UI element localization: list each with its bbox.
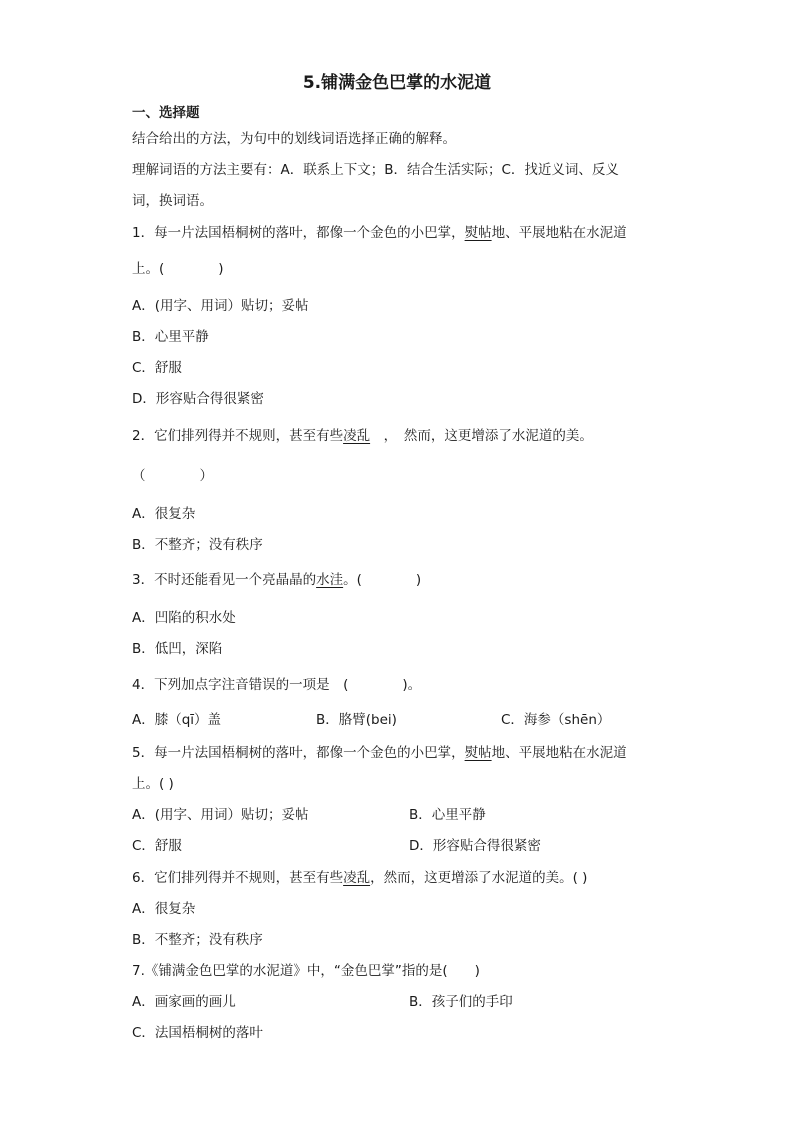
q5-option-a[interactable]: A．(用字、用词）贴切；妥帖 bbox=[132, 807, 309, 823]
underlined-word: 熨帖 bbox=[464, 745, 492, 761]
intro-line-1: 结合给出的方法，为句中的划线词语选择正确的解释。 bbox=[132, 131, 456, 147]
q4-option-c[interactable]: C．海参（shēn） bbox=[501, 712, 611, 728]
question-6: 6．它们排列得并不规则，甚至有些凌乱，然而，这更增添了水泥道的美。( ) bbox=[132, 870, 588, 886]
intro-line-2: 理解词语的方法主要有：A．联系上下文；B．结合生活实际；C．找近义词、反义 bbox=[132, 162, 619, 178]
question-3: 3．不时还能看见一个亮晶晶的水洼。( ) bbox=[132, 572, 422, 588]
q3-option-b[interactable]: B．低凹，深陷 bbox=[132, 641, 223, 657]
q6-option-b[interactable]: B．不整齐；没有秩序 bbox=[132, 932, 263, 948]
underlined-word: 凌乱 bbox=[343, 870, 371, 886]
q1-option-b[interactable]: B．心里平静 bbox=[132, 329, 209, 345]
underlined-word: 凌乱 bbox=[343, 428, 371, 444]
section-heading: 一、选择题 bbox=[132, 105, 200, 121]
question-1-cont: 上。( ) bbox=[132, 261, 224, 277]
question-7: 7.《铺满金色巴掌的水泥道》中，“金色巴掌”指的是( ) bbox=[132, 963, 480, 979]
q5-option-c[interactable]: C．舒服 bbox=[132, 838, 182, 854]
q2-option-a[interactable]: A．很复杂 bbox=[132, 506, 196, 522]
q4-option-a[interactable]: A．膝（qī）盖 bbox=[132, 712, 222, 728]
q1-option-c[interactable]: C．舒服 bbox=[132, 360, 182, 376]
intro-line-3: 词，换词语。 bbox=[132, 193, 213, 209]
q7-option-b[interactable]: B．孩子们的手印 bbox=[409, 994, 513, 1010]
q3-option-a[interactable]: A．凹陷的积水处 bbox=[132, 610, 236, 626]
underlined-word: 水洼 bbox=[316, 572, 344, 588]
q5-option-b[interactable]: B．心里平静 bbox=[409, 807, 486, 823]
question-1: 1．每一片法国梧桐树的落叶，都像一个金色的小巴掌，熨帖地、平展地粘在水泥道 bbox=[132, 225, 627, 241]
question-2-cont: （ ） bbox=[132, 468, 213, 484]
q5-option-d[interactable]: D．形容贴合得很紧密 bbox=[409, 838, 541, 854]
underlined-word: 熨帖 bbox=[464, 225, 492, 241]
q7-option-a[interactable]: A．画家画的画儿 bbox=[132, 994, 236, 1010]
q4-option-b[interactable]: B．胳臂(bei) bbox=[316, 712, 397, 728]
q1-option-d[interactable]: D．形容贴合得很紧密 bbox=[132, 391, 264, 407]
question-2: 2．它们排列得并不规则，甚至有些凌乱 ， 然而，这更增添了水泥道的美。 bbox=[132, 428, 593, 444]
question-5-cont: 上。( ) bbox=[132, 776, 174, 792]
q2-option-b[interactable]: B．不整齐；没有秩序 bbox=[132, 537, 263, 553]
question-4: 4．下列加点字注音错误的一项是 ( )。 bbox=[132, 677, 422, 693]
q7-option-c[interactable]: C．法国梧桐树的落叶 bbox=[132, 1025, 263, 1041]
page-title: 5.铺满金色巴掌的水泥道 bbox=[302, 73, 492, 93]
question-5: 5．每一片法国梧桐树的落叶，都像一个金色的小巴掌，熨帖地、平展地粘在水泥道 bbox=[132, 745, 627, 761]
q1-option-a[interactable]: A．(用字、用词）贴切；妥帖 bbox=[132, 298, 309, 314]
q6-option-a[interactable]: A．很复杂 bbox=[132, 901, 196, 917]
